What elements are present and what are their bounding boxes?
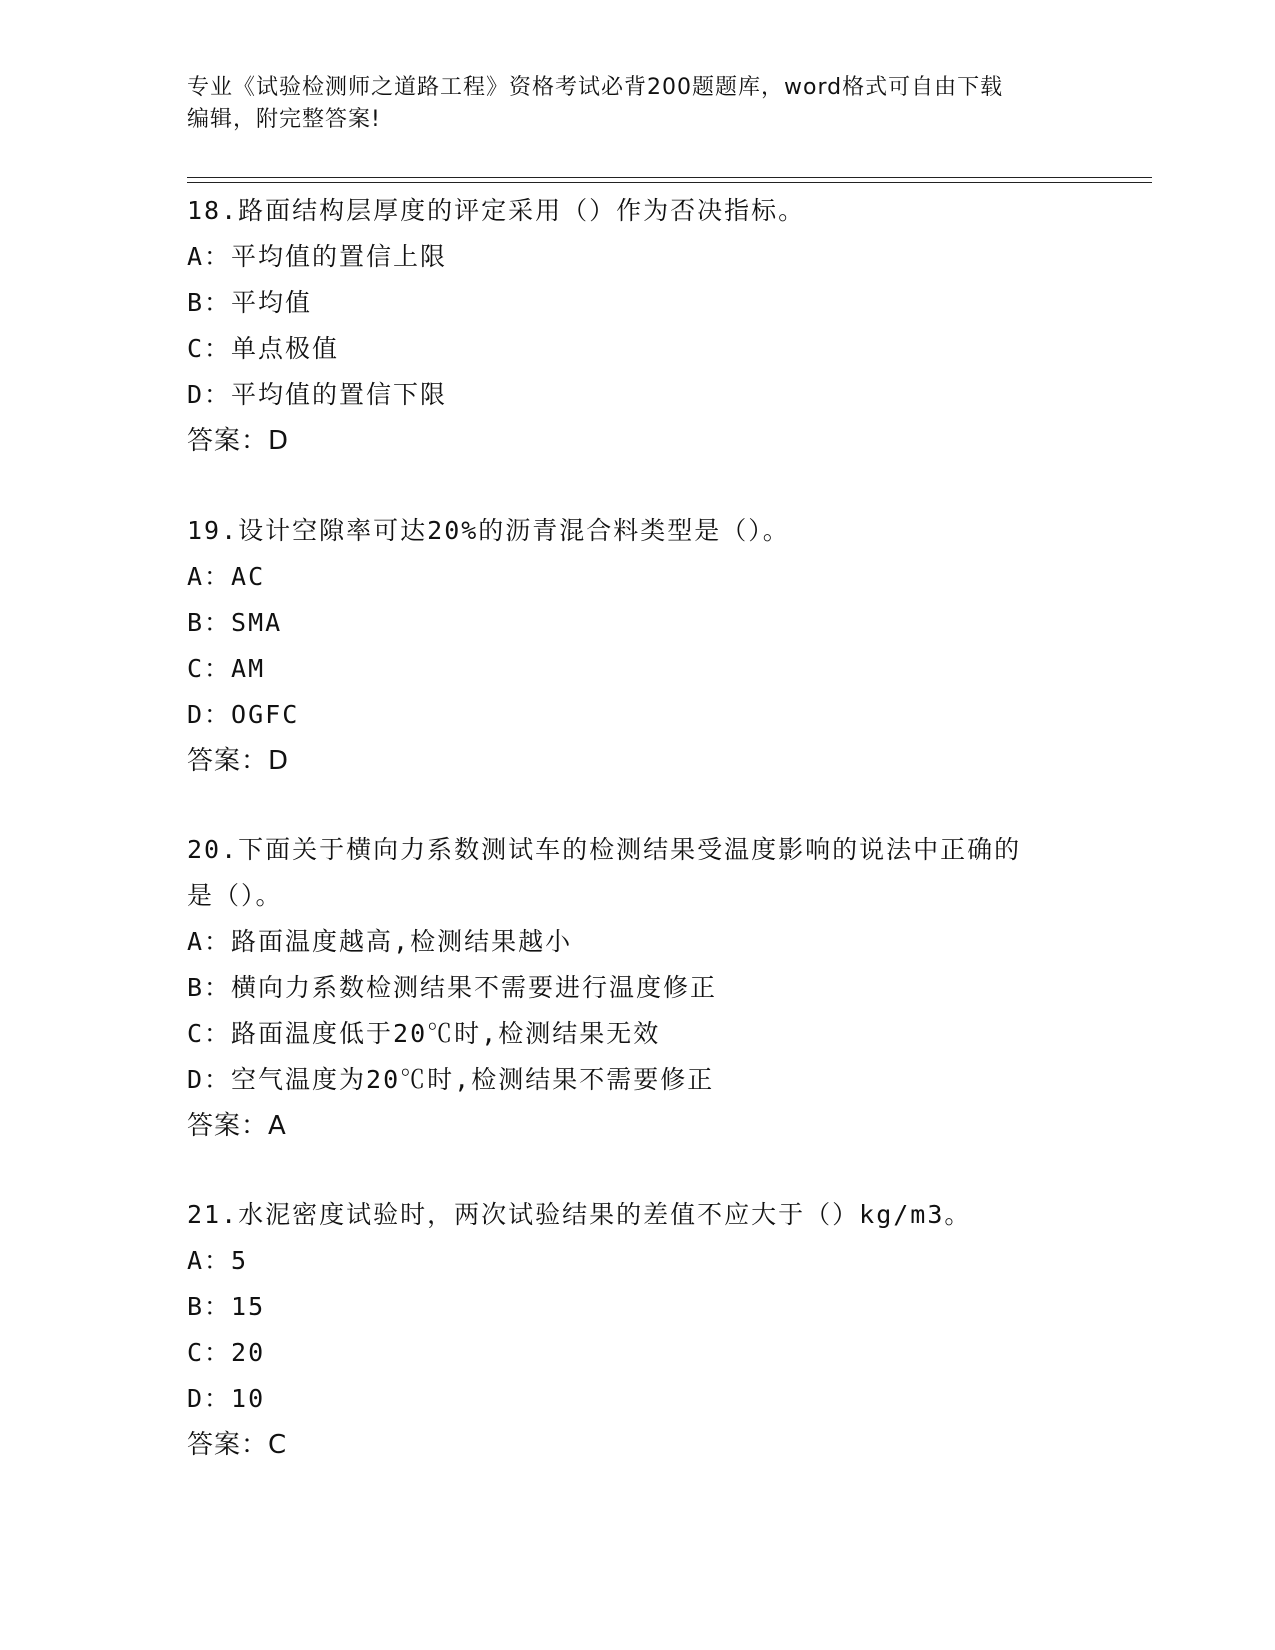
answer-line: 答案：C [187,1430,288,1460]
option-b: B：15 [187,1292,266,1321]
option-d: D：10 [187,1384,266,1413]
question-stem: 21.水泥密度试验时，两次试验结果的差值不应大于（）kg/m3。 [187,1200,972,1229]
question-18 [187,188,1087,464]
option-b: B：SMA [187,608,283,637]
header-line-1: 专业《试验检测师之道路工程》资格考试必背200题题库，word格式可自由下载 [187,75,1004,100]
answer-line: 答案：A [187,1111,287,1141]
option-d: D：平均值的置信下限 [187,380,448,409]
option-b: B：横向力系数检测结果不需要进行温度修正 [187,973,718,1002]
question-stem: 19.设计空隙率可达20%的沥青混合料类型是（）。 [187,516,790,545]
answer-line: 答案：D [187,746,290,776]
header-line-2: 编辑，附完整答案! [187,107,381,132]
option-b: B：平均值 [187,288,313,317]
option-d: D：OGFC [187,700,300,729]
question-stem-line-1: 20.下面关于横向力系数测试车的检测结果受温度影响的说法中正确的 [187,835,1022,864]
option-c: C：路面温度低于20℃时,检测结果无效 [187,1019,661,1048]
option-d: D：空气温度为20℃时,检测结果不需要修正 [187,1065,715,1094]
option-a: A：AC [187,562,266,591]
option-c: C：AM [187,654,266,683]
question-stem-line-2: 是（）。 [187,881,283,910]
header-divider-top [187,177,1152,178]
option-a: A：路面温度越高,检测结果越小 [187,927,573,956]
option-c: C：单点极值 [187,334,340,363]
option-a: A：5 [187,1246,249,1275]
question-19 [187,508,1087,784]
answer-line: 答案：D [187,426,290,456]
question-21 [187,1192,1087,1468]
option-c: C：20 [187,1338,266,1367]
header-divider-bottom [187,182,1152,183]
option-a: A：平均值的置信上限 [187,242,448,271]
document-header [187,72,1087,136]
question-stem: 18.路面结构层厚度的评定采用（）作为否决指标。 [187,196,806,225]
question-20 [187,827,1087,1149]
